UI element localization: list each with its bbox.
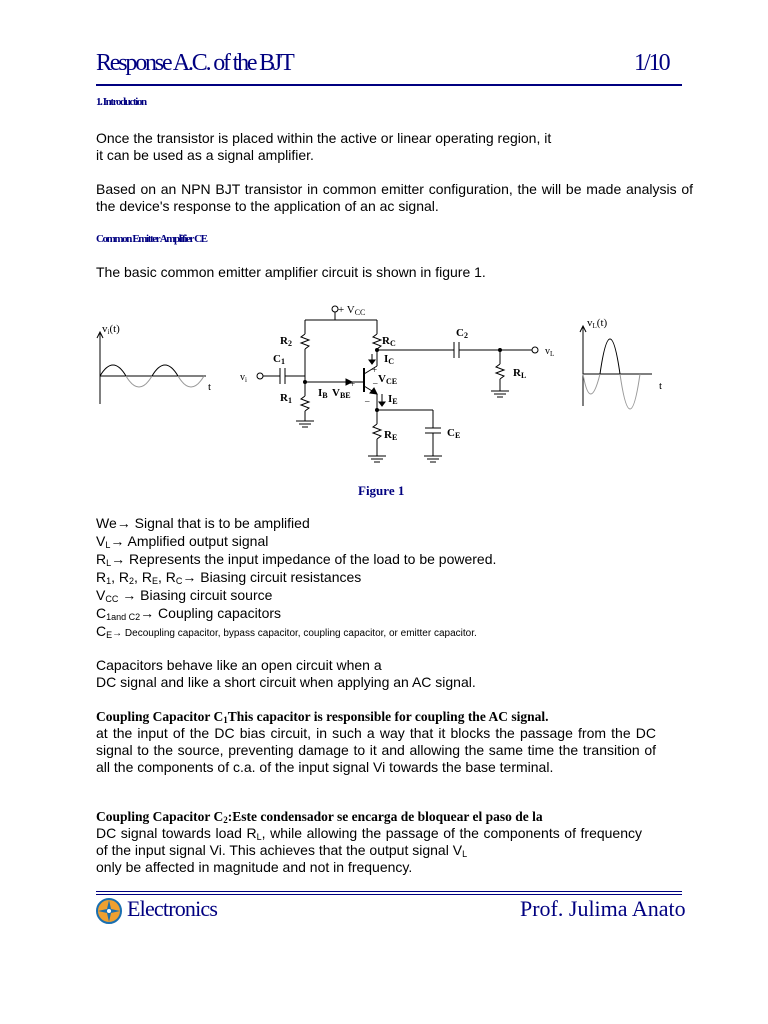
footer-rule-bottom	[96, 894, 682, 895]
svg-text:RL: RL	[513, 367, 527, 380]
svg-text:VCE: VCE	[378, 373, 398, 386]
section-heading-introduction: 1. Introduction	[96, 96, 146, 108]
footer-rule-top	[96, 891, 682, 892]
svg-text:vL(t): vL(t)	[587, 317, 608, 330]
rc-resistor	[373, 334, 381, 349]
vi-wave-half-2	[126, 376, 152, 387]
footer-author: Prof. Julima Anato	[520, 896, 686, 921]
c1-paragraph	[96, 708, 656, 776]
intro-line-2: it can be used as a signal amplifier.	[96, 147, 314, 163]
vi-terminal	[257, 373, 263, 379]
svg-text:IC: IC	[384, 353, 395, 366]
legend-item-vcc: $V_{CC} \to Biasing$ circuit source	[96, 587, 273, 604]
svg-text:vL: $v_L$	[545, 346, 555, 358]
svg-text:RE: RE	[384, 429, 398, 442]
vl-wave-half-3	[620, 374, 640, 409]
footer-subject: Electronics	[127, 896, 218, 921]
c1-body: at the input of the DC bias circuit, in such a way that it blocks the passage from the DC signal to the source, preventing damage to it and allowing the same time the transition of all the components of c.a. of the input signal Vi towards the base terminal.	[96, 725, 656, 775]
rl-resistor	[496, 364, 504, 379]
svg-text:+ VCC: + VCC	[338, 304, 366, 317]
c1-bold-heading: Coupling Capacitor $C_1This$ capacitor is responsible for coupling the AC signal.	[96, 709, 549, 725]
vl-terminal	[532, 347, 538, 353]
svg-text:vi: $v_i$	[240, 372, 247, 384]
re-resistor	[373, 424, 381, 439]
vi-wave-half-1	[100, 365, 126, 376]
vi-wave-half-3	[152, 365, 178, 376]
r2-resistor	[301, 334, 309, 349]
svg-text:IB: IB	[318, 387, 328, 400]
svg-text:–: –	[365, 396, 370, 406]
svg-text:+: +	[350, 379, 356, 389]
ce-amplifier-circuit-figure	[90, 296, 690, 481]
svg-text:RC: RC	[382, 335, 396, 348]
symbol-legend-list	[96, 514, 696, 643]
svg-text:IE: IE	[388, 393, 398, 406]
compass-logo-icon	[96, 898, 122, 924]
c2-bold-heading: Coupling Capacitor $C_2:Este$ condensador se encarga de bloquear el paso de la	[96, 809, 543, 825]
legend-item-vi: We→ Signal that is to be amplified	[96, 515, 310, 531]
vi-wave-half-4	[178, 376, 204, 387]
intro-paragraph-2: Based on an NPN BJT transistor in common emitter configuration, the will be made analysis of the device's response to the application of an ac signal.	[96, 181, 693, 214]
c2-paragraph	[96, 808, 642, 876]
header-rule	[96, 84, 682, 86]
page-number: 1/10	[634, 50, 669, 76]
svg-text:–: –	[373, 378, 378, 388]
legend-item-rl: $R_L\to$ Represents the input impedance of the load to be powered.	[96, 551, 497, 568]
figure-caption: Figure 1	[358, 483, 405, 498]
circuit-intro-text: The basic common emitter amplifier circuit is shown in figure 1.	[96, 264, 486, 280]
svg-text:R2: R2	[280, 335, 292, 348]
svg-text:R1: R1	[280, 392, 292, 405]
intro-line-1: Once the transistor is placed within the active or linear operating region, it	[96, 130, 552, 146]
svg-text:VBE: VBE	[332, 387, 351, 400]
legend-item-resistors: $R_1$, $R_2$, $R_E$, $R_C\to Biasing$ circuit resistances	[96, 569, 362, 586]
vl-wave-half-2	[600, 339, 620, 374]
svg-text:C1: C1	[273, 353, 285, 366]
c2-body-last-line: only be affected in magnitude and not in frequency.	[96, 859, 413, 875]
vl-wave-half-1	[583, 374, 600, 394]
section-heading-ce-amplifier: Common Emitter Amplifier CE	[96, 233, 207, 245]
svg-text:t: t	[208, 381, 212, 393]
legend-item-vl: $V_L\to$ Amplified output signal	[96, 533, 269, 550]
r1-resistor	[301, 396, 309, 411]
page-header-title: Response A.C. of the BJT	[96, 50, 293, 76]
svg-text:t: t	[659, 380, 663, 392]
c2-body: DC signal towards load $R_L$, while allowing the passage of the components of frequency of the input signal Vi. This achieves that the output signal $V_L$	[96, 825, 643, 859]
legend-item-coupling-caps: $C_{1and C2}\to$ Coupling capacitors	[96, 605, 282, 622]
intro-paragraph-1	[96, 130, 693, 164]
svg-text:C2: C2	[456, 327, 468, 340]
legend-item-ce: $C_E\to$ Decoupling capacitor, bypass capacitor, coupling capacitor, or emitter capacitor.	[96, 623, 477, 640]
svg-text:vi(t): vi(t)	[102, 323, 120, 336]
svg-text:CE: CE	[447, 427, 461, 440]
svg-text:+: +	[372, 365, 378, 375]
capacitor-behavior-paragraph: Capacitors behave like an open circuit when a DC signal and like a short circuit when applying an AC signal.	[96, 657, 476, 690]
